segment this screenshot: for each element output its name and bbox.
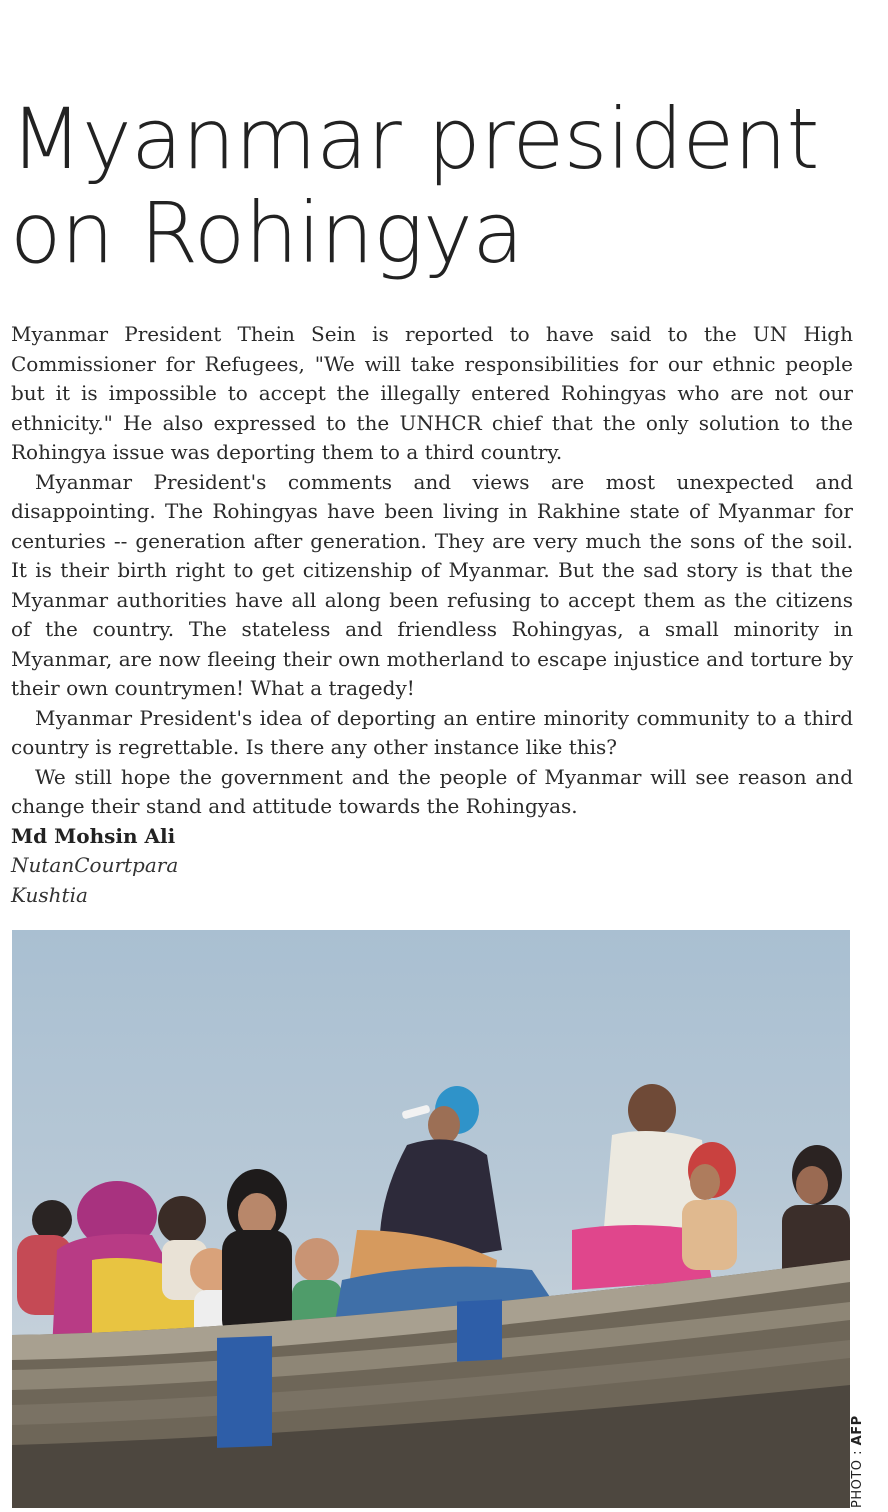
photo-credit-prefix: PHOTO : [850,1445,865,1508]
author-district: Kushtia [11,882,88,907]
paragraph-2: Myanmar President's comments and views are most unexpected and disappointing. The Rohingyas have been living in Rakhine state of Myanmar for centuries -- generation after generation. They are very much the sons of the soil. It is their birth right to get citizenship of Myanmar. But the sad story is that the Myanmar authorities have all along been refusing to accept them as the citizens of the country. The stateless and friendless Rohingyas, a small minority in Myanmar, are now fleeing their own motherland to escape injustice and torture by their own countrymen! What a tragedy! [11,469,853,700]
headline-line-2: on Rohingya [10,184,524,282]
refugee-boat-photo [12,930,850,1508]
signature-block [11,822,853,911]
author-name: Md Mohsin Ali [11,823,176,848]
photo-credit-source: AFP [850,1415,865,1446]
headline-line-1: Myanmar president [10,90,819,188]
paragraph-1: Myanmar President Thein Sein is reported to have said to the UN High Commissioner for Refugees, "We will take responsibilities for our ethnic people but it is impossible to accept the illegally entered Rohingyas who are not our ethnicity." He also expressed to the UNHCR chief that the only solution to the Rohingya issue was deporting them to a third country. [11,322,853,464]
paragraph-4: We still hope the government and the people of Myanmar will see reason and change their stand and attitude towards the Rohingyas. [11,764,853,818]
paragraph-3: Myanmar President's idea of deporting an entire minority community to a third country is regrettable. Is there any other instance like this? [11,705,853,759]
letter-body [11,320,853,910]
photo-credit [850,1415,865,1508]
author-locality: NutanCourtpara [11,853,179,877]
headline [10,92,870,280]
refugee-boat-illustration [12,930,850,1508]
